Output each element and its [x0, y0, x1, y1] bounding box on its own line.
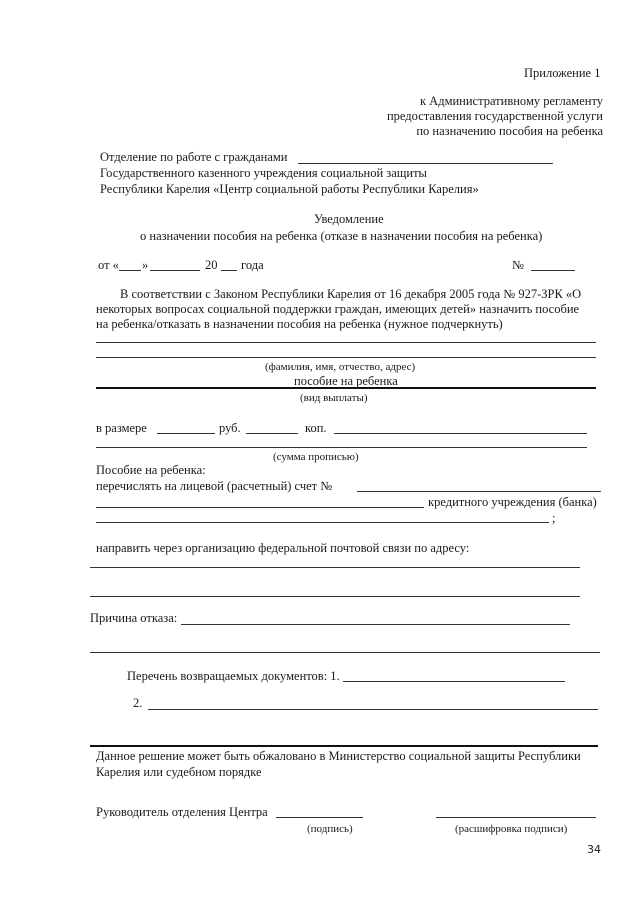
- appeal-divider: [90, 745, 598, 747]
- appeal-line-2: Карелия или судебном порядке: [96, 765, 262, 779]
- number-field[interactable]: [531, 270, 575, 271]
- signature-decode-field[interactable]: [436, 817, 596, 818]
- signature-caption: (подпись): [307, 823, 353, 835]
- date-month-field[interactable]: [150, 270, 200, 271]
- signature-field[interactable]: [276, 817, 363, 818]
- org-line-3: Республики Карелия «Центр социальной работы Республики Карелия»: [100, 182, 479, 196]
- bank-label: кредитного учреждения (банка): [428, 495, 597, 509]
- documents-label: Перечень возвращаемых документов: 1.: [127, 669, 340, 683]
- number-sign: №: [512, 258, 524, 272]
- payout-caption: (вид выплаты): [300, 392, 368, 404]
- post-address-line-1[interactable]: [90, 567, 580, 568]
- amount-rub-field[interactable]: [157, 433, 215, 434]
- org-line-2: Государственного казенного учреждения социальной защиты: [100, 166, 427, 180]
- date-mid-1: »: [142, 258, 149, 272]
- amount-rub-label: руб.: [219, 421, 241, 435]
- org-line-1: Отделение по работе с гражданами: [100, 150, 288, 164]
- date-year-prefix: 20: [205, 258, 218, 272]
- payout-type-line[interactable]: [96, 387, 596, 389]
- bank-semicolon: ;: [552, 511, 556, 525]
- payment-heading: Пособие на ребенка:: [96, 463, 206, 477]
- account-field[interactable]: [357, 491, 601, 492]
- refusal-field-2[interactable]: [90, 652, 600, 653]
- body-line-3: на ребенка/отказать в назначении пособия на ребенка (нужное подчеркнуть): [96, 317, 503, 331]
- bank-field[interactable]: [96, 507, 424, 508]
- date-prefix: от «: [98, 258, 119, 272]
- date-suffix: года: [241, 258, 264, 272]
- refusal-label: Причина отказа:: [90, 611, 178, 625]
- amount-kop-field[interactable]: [246, 433, 298, 434]
- signature-decode-caption: (расшифровка подписи): [455, 823, 568, 835]
- documents-item-2: 2.: [133, 696, 143, 710]
- fio-caption: (фамилия, имя, отчество, адрес): [265, 361, 416, 373]
- appendix-line-3: по назначению пособия на ребенка: [416, 124, 603, 138]
- amount-words-line-1[interactable]: [334, 433, 587, 434]
- fio-line-1[interactable]: [96, 342, 596, 343]
- post-label: направить через организацию федеральной почтовой связи по адресу:: [96, 541, 470, 555]
- benefit-name: пособие на ребенка: [294, 374, 398, 388]
- signature-label: Руководитель отделения Центра: [96, 805, 268, 819]
- documents-item-2-field[interactable]: [148, 709, 598, 710]
- date-year-field[interactable]: [221, 270, 237, 271]
- org-field-line[interactable]: [298, 163, 553, 164]
- notice-subtitle: о назначении пособия на ребенка (отказе в назначении пособия на ребенка): [140, 229, 543, 243]
- appendix-title: Приложение 1: [524, 66, 601, 80]
- amount-words-line-2[interactable]: [96, 447, 587, 448]
- page-number: 34: [587, 843, 601, 856]
- post-address-line-2[interactable]: [90, 596, 580, 597]
- appendix-line-1: к Административному регламенту: [419, 94, 603, 108]
- fio-line-2[interactable]: [96, 357, 596, 358]
- amount-label: в размере: [96, 421, 147, 435]
- body-line-1: В соответствии с Законом Республики Карелия от 16 декабря 2005 года № 927-ЗРК «О: [120, 287, 582, 301]
- account-label: перечислять на лицевой (расчетный) счет №: [96, 479, 333, 493]
- documents-item-1-field[interactable]: [343, 681, 565, 682]
- appeal-line-1: Данное решение может быть обжаловано в Министерство социальной защиты Республики: [96, 749, 581, 763]
- amount-caption: (сумма прописью): [273, 451, 359, 463]
- amount-kop-label: коп.: [305, 421, 327, 435]
- appendix-line-2: предоставления государственной услуги: [386, 109, 603, 123]
- date-day-field[interactable]: [119, 270, 141, 271]
- bank-field-2[interactable]: [96, 522, 549, 523]
- refusal-field-1[interactable]: [181, 624, 570, 625]
- notice-title: Уведомление: [314, 212, 384, 226]
- body-line-2: некоторых вопросах социальной поддержки граждан, имеющих детей» назначить пособие: [96, 302, 580, 316]
